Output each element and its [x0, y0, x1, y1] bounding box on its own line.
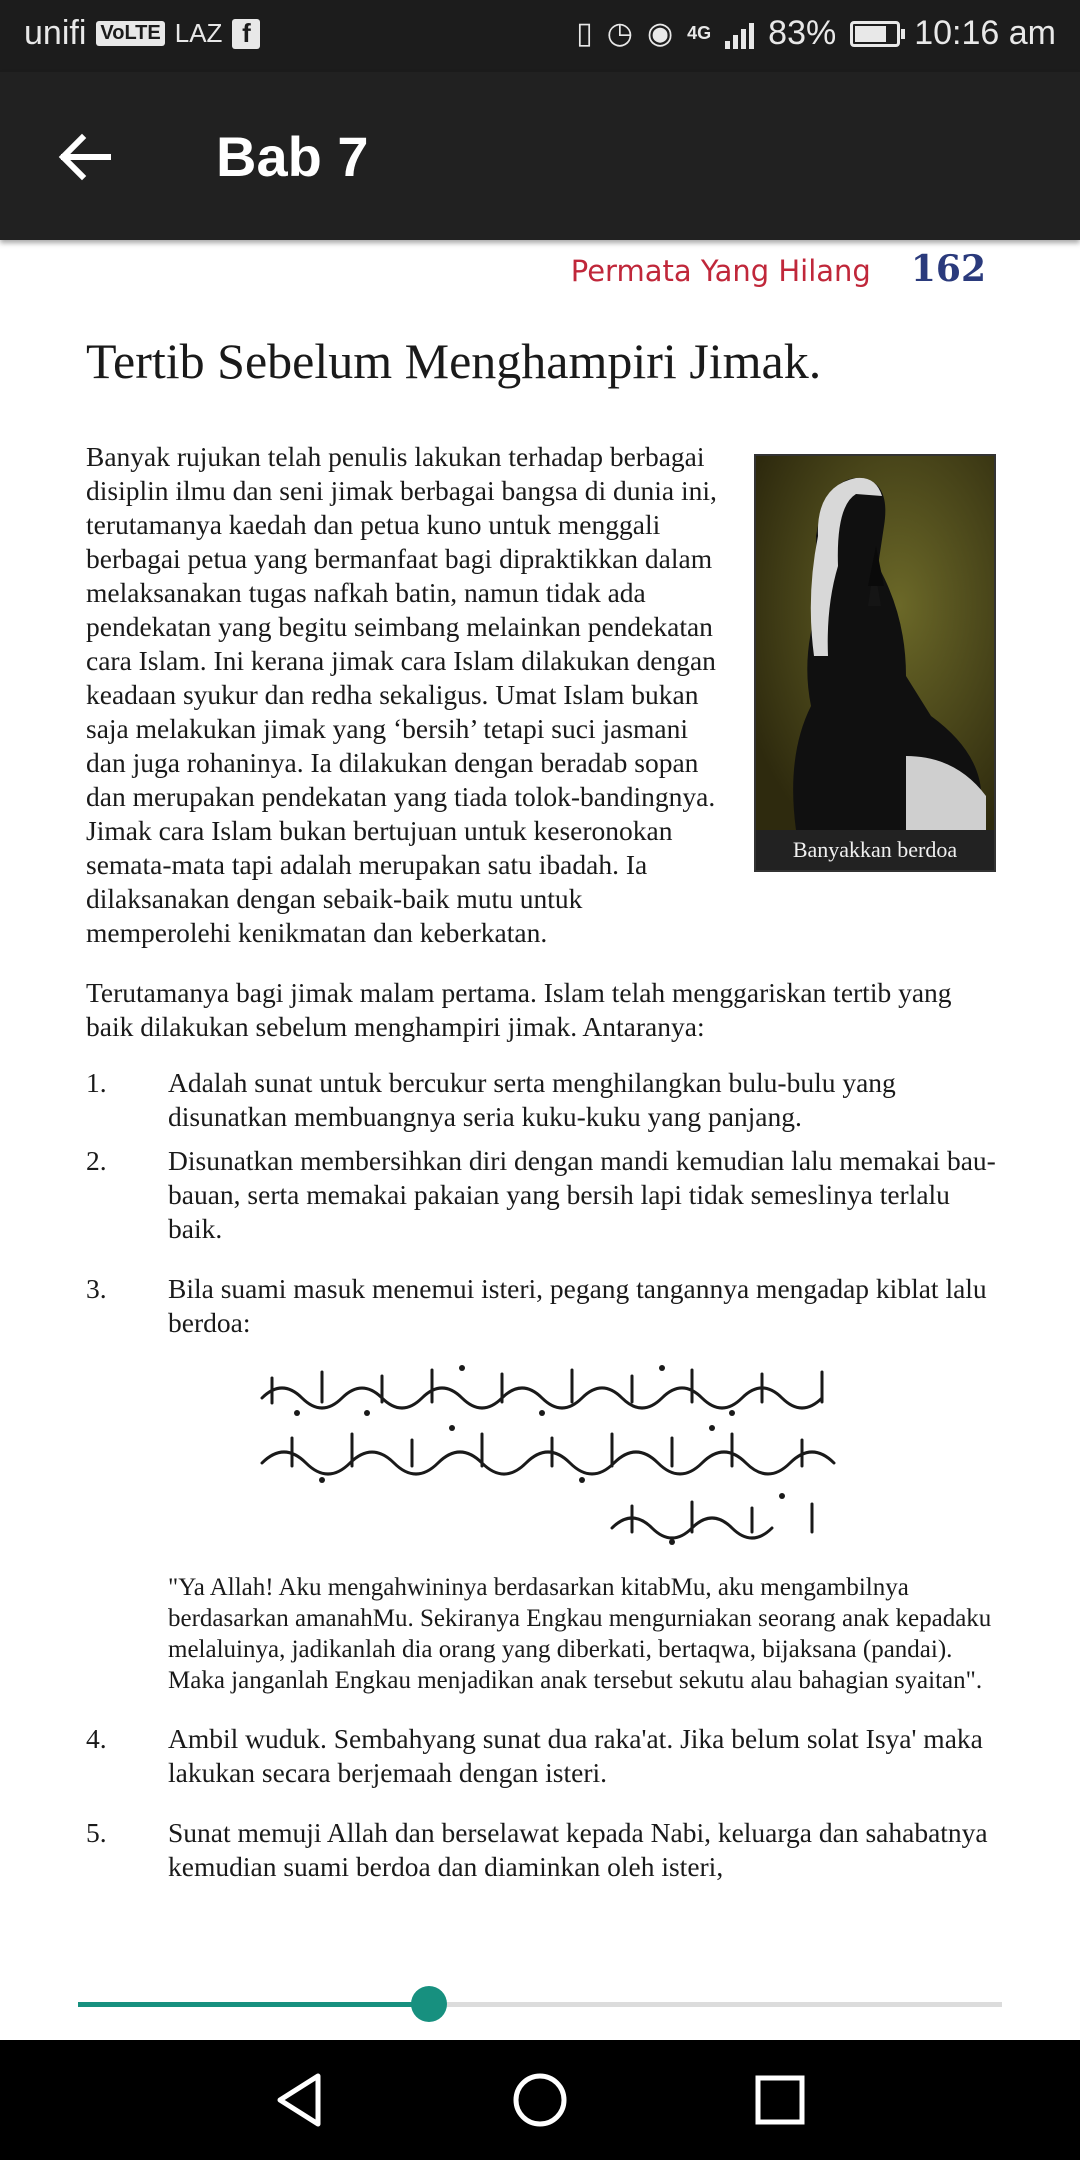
page-content — [86, 440, 996, 1894]
list-item — [86, 1066, 996, 1134]
nav-back-button[interactable] — [264, 2064, 336, 2136]
status-bar — [0, 0, 1080, 72]
etiquette-list — [86, 1066, 996, 1884]
list-item-number: 1. — [86, 1067, 107, 1098]
list-item-number: 3. — [86, 1273, 107, 1304]
navigation-bar — [0, 2040, 1080, 2160]
list-item-number: 2. — [86, 1145, 107, 1176]
list-item-text: Adalah sunat untuk bercukur serta menghilangkan bulu-bulu yang disunatkan membuangnya seria kuku-kuku yang panjang. — [168, 1067, 896, 1132]
list-item — [86, 1144, 996, 1246]
arabic-doa-image — [168, 1358, 996, 1556]
app-bar — [0, 72, 1080, 240]
paragraph-2: Terutamanya bagi jimak malam pertama. Islam telah menggariskan tertib yang baik dilakukan sebelum menghampiri jimak. Antaranya: — [86, 977, 952, 1042]
battery-icon — [850, 21, 900, 47]
page-number: 162 — [910, 248, 986, 290]
status-left — [24, 14, 260, 53]
list-item — [86, 1816, 996, 1884]
list-item-text: Disunatkan membersihkan diri dengan mandi kemudian lalu memakai bau-bauan, serta memakai pakaian yang bersih lapi tidak semeslinya terlalu baik. — [168, 1145, 996, 1244]
signal-icon — [725, 19, 754, 49]
carrier2-label: LAZ — [174, 18, 223, 48]
volte-badge: VoLTE — [96, 21, 164, 46]
status-right — [576, 14, 1056, 53]
slider-thumb[interactable] — [411, 1986, 447, 2022]
list-item — [86, 1722, 996, 1790]
list-item-text: Sunat memuji Allah dan berselawat kepada Nabi, keluarga dan sahabatnya kemudian suami berdoa dan diaminkan oleh isteri, — [168, 1817, 988, 1882]
page-slider[interactable] — [78, 1984, 1002, 2024]
nav-recents-button[interactable] — [744, 2064, 816, 2136]
app-title: Bab 7 — [216, 125, 369, 188]
list-item — [86, 1272, 996, 1696]
praying-figure-image — [754, 454, 996, 872]
eye-icon: ◉ — [646, 17, 674, 50]
nav-home-button[interactable] — [504, 2064, 576, 2136]
network-type-label: 4G — [687, 23, 712, 43]
alarm-icon: ◷ — [606, 17, 633, 50]
clock: 10:16 am — [914, 14, 1056, 52]
image-caption: Banyakkan berdoa — [756, 830, 994, 870]
page-header — [571, 248, 986, 290]
book-name: Permata Yang Hilang — [570, 254, 871, 288]
vibrate-icon: ▯ — [576, 17, 593, 50]
circle-home-icon — [504, 2064, 576, 2136]
paragraph-1: Banyak rujukan telah penulis lakukan terhadap berbagai disiplin ilmu dan seni jimak berbagai bangsa di dunia ini, terutamanya kaedah dan petua kuno untuk menggali berbagai petua yang bermanfaat bagi dipraktikkan dalam melaksanakan tugas nafkah batin, namun tidak ada pendekatan yang begitu seimbang melainkan pendekatan cara Islam. Ini kerana jimak cara Islam dilakukan dengan keadaan syukur dan redha sekaligus. Umat Islam bukan saja melakukan jimak yang ‘bersih’ tetapi suci jasmani dan juga rohaninya. Ia dilakukan dengan beradab sopan dan merupakan pendekatan yang tiada tolok-bandingnya. Jimak cara Islam bukan bertujuan untuk keseronokan semata-mata tapi adalah merupakan satu ibadah. Ia dilaksanakan dengan sebaik-baik mutu untuk memperolehi kenikmatan dan keberkatan. — [86, 441, 717, 948]
list-item-text: Bila suami masuk menemui isteri, pegang tangannya mengadap kiblat lalu berdoa: — [168, 1273, 987, 1338]
carrier-label: unifi — [24, 14, 87, 52]
doa-translation: "Ya Allah! Aku mengahwininya berdasarkan kitabMu, aku mengambilnya berdasarkan amanahMu. Sekiranya Engkau mengurniakan seorang anak kepadaku melaluinya, jadikanlah dia orang yang diberkati, bertaqwa, bijaksana (pandai). Maka janganlah Engkau menjadikan anak tersebut sekutu alau bahagian syaitan". — [168, 1574, 992, 1694]
praying-woman-illustration — [756, 456, 994, 830]
battery-percent: 83% — [768, 14, 837, 52]
chapter-title: Tertib Sebelum Menghampiri Jimak. — [86, 333, 822, 389]
triangle-back-icon — [264, 2064, 336, 2136]
list-item-number: 4. — [86, 1723, 107, 1754]
square-recents-icon — [744, 2064, 816, 2136]
slider-fill — [78, 2002, 429, 2007]
list-item-number: 5. — [86, 1817, 107, 1848]
list-item-text: Ambil wuduk. Sembahyang sunat dua raka'at. Jika belum solat Isya' maka lakukan secara berjemaah dengan isteri. — [168, 1723, 983, 1788]
back-button[interactable] — [50, 122, 120, 192]
arrow-left-icon — [50, 122, 120, 192]
arabic-calligraphy — [252, 1358, 852, 1548]
facebook-icon: f — [232, 19, 260, 49]
